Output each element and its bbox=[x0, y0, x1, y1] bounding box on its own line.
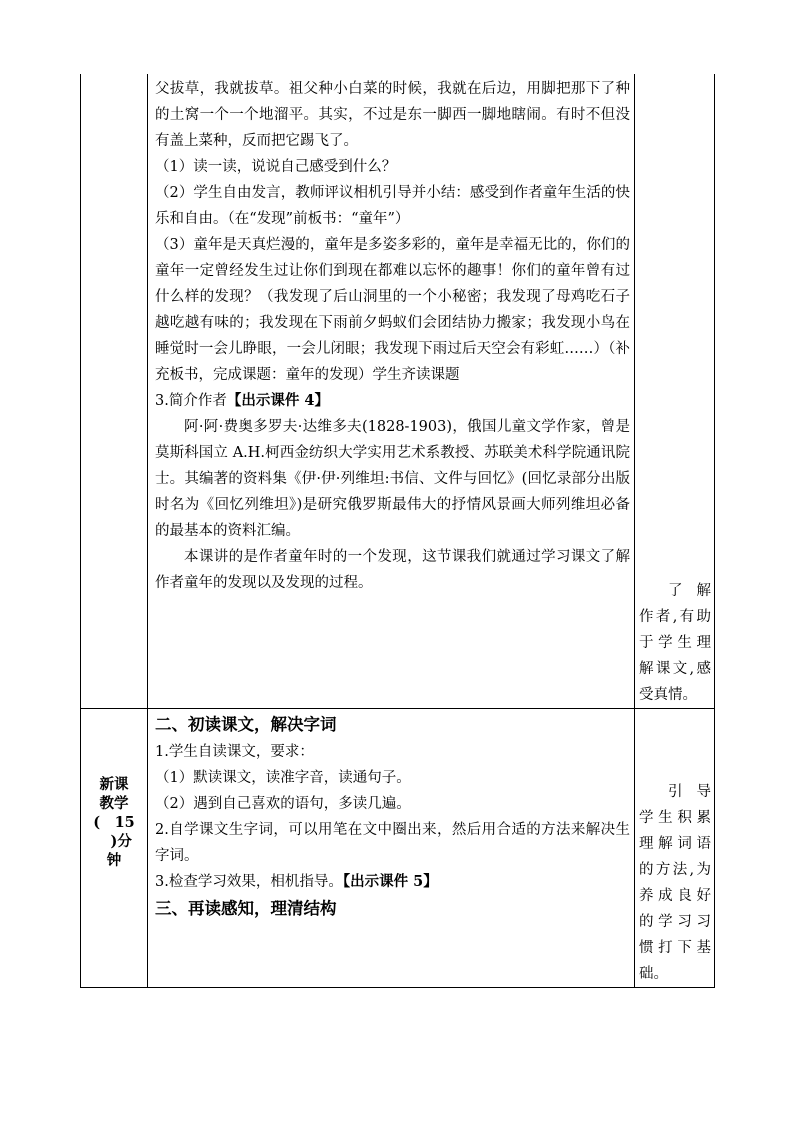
courseware-tag: 【出示课件 5】 bbox=[342, 873, 438, 890]
paragraph: （3）童年是天真烂漫的，童年是多姿多彩的，童年是幸福无比的，你们的童年一定曾经发生过让你们到现在都难以忘怀的趣事！你们的童年曾有过什么样的发现？（我发现了后山洞里的一个小秘密；我发现了母鸡吃石子越吃越有味的；我发现在下雨前夕蚂蚁们会团结协力搬家；我发现小鸟在睡觉时一会儿睁眼，一会儿闭眼；我发现下雨过后天空会有彩虹……）（补充板书，完成课题：童年的发现）学生齐读课题 bbox=[155, 237, 630, 383]
stage-label bbox=[81, 709, 147, 870]
paragraph bbox=[155, 869, 630, 895]
stage-label-cell bbox=[81, 709, 148, 988]
paragraph: （1）默读课文，读准字音，读通句子。 bbox=[155, 770, 411, 786]
stage-label-line: 教学 bbox=[99, 795, 129, 812]
table-row bbox=[81, 709, 715, 988]
stage-label-line: 钟 bbox=[106, 852, 122, 869]
paragraph bbox=[155, 388, 630, 414]
stage-label-cell bbox=[81, 74, 148, 709]
section-heading: 三、再读感知，理清结构 bbox=[155, 899, 337, 918]
design-note-cell bbox=[635, 709, 715, 988]
design-note: 引导学生积累理解词语的方法,为养成良好的学习习惯打下基础。 bbox=[639, 784, 711, 982]
author-intro-paragraph: 阿·阿·费奥多罗夫·达维多夫(1828-1903)，俄国儿童文学作家，曾是莫斯科国立 A.H.柯西金纺织大学实用艺术系教授、苏联美术科学院通讯院士。其编著的资料集《伊·伊·列维坦:书信、文件与回忆》(回忆录部分出版时名为《回忆列维坦》)是研究俄罗斯最伟大的抒情风景画大师列维坦必备的最基本的资料汇编。 bbox=[155, 419, 630, 539]
lesson-plan-table bbox=[80, 74, 715, 988]
stage-label-line: 新课 bbox=[99, 776, 129, 793]
paragraph: （1）读一读，说说自己感受到什么？ bbox=[155, 159, 397, 175]
table-row bbox=[81, 74, 715, 709]
design-note: 了解作者,有助于学生理解课文,感受真情。 bbox=[639, 583, 711, 703]
paragraph: 父拔草，我就拔草。祖父种小白菜的时候，我就在后边，用脚把那下了种的土窝一个一个地溜平。其实，不过是东一脚西一脚地瞎闹。有时不但没有盖上菜种，反而把它踢飞了。 bbox=[155, 81, 630, 149]
paragraph: 1.学生自读课文，要求： bbox=[155, 744, 314, 760]
content-cell bbox=[148, 74, 635, 709]
courseware-tag: 【出示课件 4】 bbox=[226, 392, 329, 409]
section-heading: 二、初读课文，解决字词 bbox=[155, 715, 337, 734]
paragraph: 本课讲的是作者童年时的一个发现，这节课我们就通过学习课文了解作者童年的发现以及发现的过程。 bbox=[155, 549, 630, 591]
paragraph: 2.自学课文生字词，可以用笔在文中圈出来，然后用合适的方法来解决生字词。 bbox=[155, 822, 630, 864]
design-note-cell bbox=[635, 74, 715, 709]
paragraph: （2）学生自由发言，教师评议相机引导并小结：感受到作者童年生活的快乐和自由。（在“发现”前板书：“童年”） bbox=[155, 185, 630, 227]
stage-label-line: ( 15 bbox=[93, 814, 135, 831]
step-text: 3.检查学习效果，相机指导。 bbox=[155, 874, 343, 890]
stage-label-line: )分 bbox=[96, 833, 132, 850]
step-text: 3.简介作者 bbox=[155, 393, 227, 409]
content-cell bbox=[148, 709, 635, 988]
paragraph: （2）遇到自己喜欢的语句，多读几遍。 bbox=[155, 796, 411, 812]
